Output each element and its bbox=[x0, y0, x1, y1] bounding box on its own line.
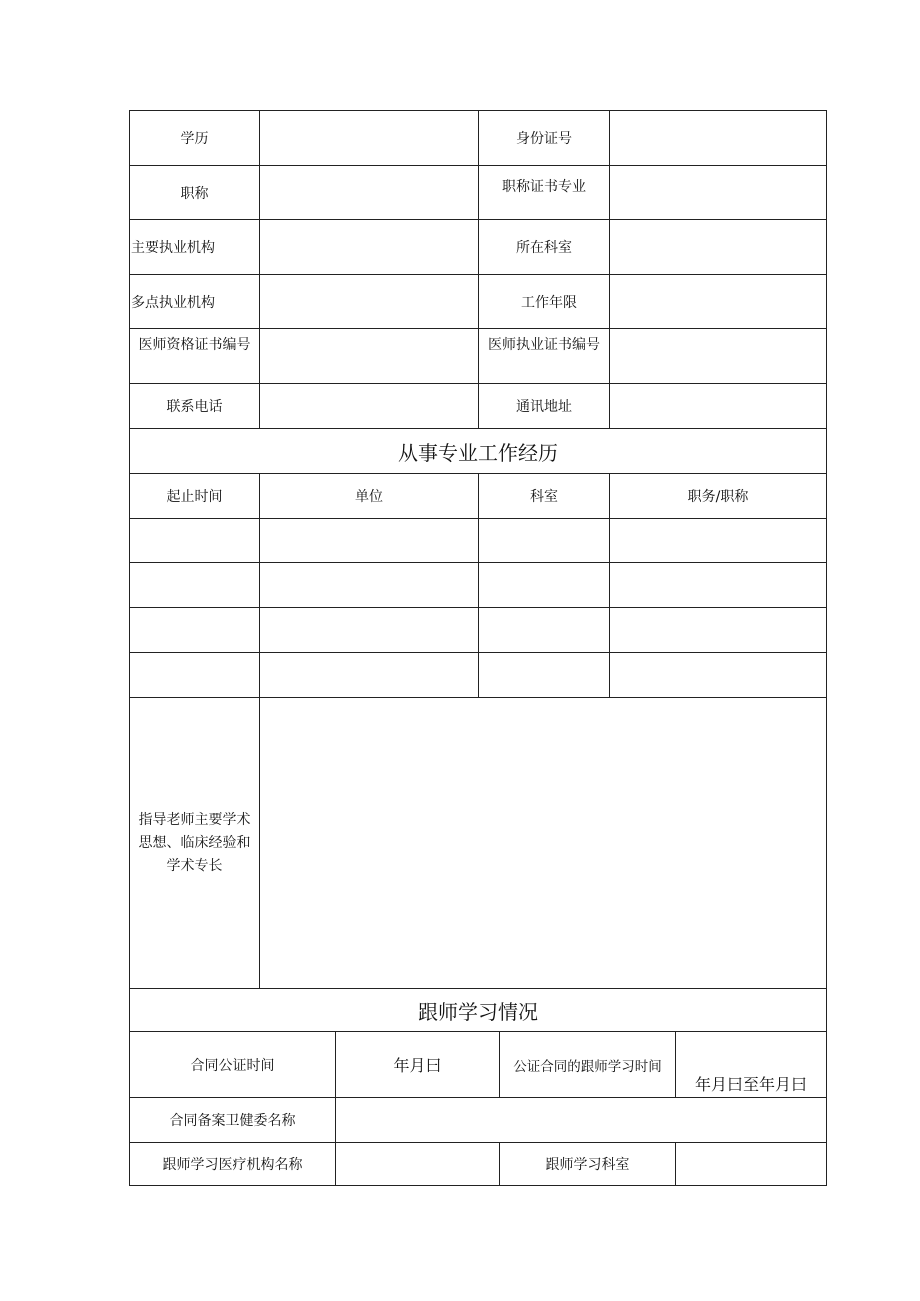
experience-cell-unit[interactable] bbox=[260, 653, 479, 698]
experience-cell-unit[interactable] bbox=[260, 608, 479, 653]
label-study-period: 公证合同的跟师学习时间 bbox=[500, 1032, 676, 1098]
label-study-institution: 跟师学习医疗机构名称 bbox=[130, 1143, 336, 1186]
col-header-position: 职务/职称 bbox=[610, 474, 827, 519]
experience-cell-period[interactable] bbox=[130, 653, 260, 698]
field-qualification-cert-no[interactable] bbox=[260, 329, 479, 384]
study-heading: 跟师学习情况 bbox=[130, 989, 827, 1032]
experience-cell-position[interactable] bbox=[610, 519, 827, 563]
label-qualification-cert-no: 医师资格证书编号 bbox=[130, 329, 260, 384]
label-address: 通讯地址 bbox=[479, 384, 610, 429]
label-mentor-expertise: 指导老师主要学术思想、临床经验和学术专长 bbox=[130, 698, 260, 989]
label-id-number: 身份证号 bbox=[479, 111, 610, 166]
field-phone[interactable] bbox=[260, 384, 479, 429]
experience-row bbox=[130, 563, 827, 608]
field-title-cert-major[interactable] bbox=[610, 166, 827, 220]
experience-cell-period[interactable] bbox=[130, 563, 260, 608]
application-form-table bbox=[129, 110, 827, 1186]
label-phone: 联系电话 bbox=[130, 384, 260, 429]
experience-cell-department[interactable] bbox=[479, 608, 610, 653]
label-title: 职称 bbox=[130, 166, 260, 220]
experience-cell-unit[interactable] bbox=[260, 563, 479, 608]
experience-cell-position[interactable] bbox=[610, 653, 827, 698]
label-commission-name: 合同备案卫健委名称 bbox=[130, 1098, 336, 1143]
experience-cell-period[interactable] bbox=[130, 608, 260, 653]
experience-cell-unit[interactable] bbox=[260, 519, 479, 563]
col-header-period: 起止时间 bbox=[130, 474, 260, 519]
field-study-department[interactable] bbox=[676, 1143, 827, 1186]
experience-row bbox=[130, 608, 827, 653]
col-header-unit: 单位 bbox=[260, 474, 479, 519]
field-work-years[interactable] bbox=[610, 275, 827, 329]
experience-cell-period[interactable] bbox=[130, 519, 260, 563]
field-department[interactable] bbox=[610, 220, 827, 275]
label-practice-cert-no: 医师执业证书编号 bbox=[479, 329, 610, 384]
field-mentor-expertise[interactable] bbox=[260, 698, 827, 989]
field-multi-institution[interactable] bbox=[260, 275, 479, 329]
label-contract-time: 合同公证时间 bbox=[130, 1032, 336, 1098]
field-contract-date[interactable]: 年月曰 bbox=[336, 1032, 500, 1098]
field-study-period[interactable]: 年月曰至年月曰 bbox=[676, 1032, 827, 1098]
label-department: 所在科室 bbox=[479, 220, 610, 275]
field-id-number[interactable] bbox=[610, 111, 827, 166]
experience-cell-position[interactable] bbox=[610, 563, 827, 608]
label-multi-institution: 多点执业机构 bbox=[130, 275, 260, 329]
field-study-institution[interactable] bbox=[336, 1143, 500, 1186]
experience-row bbox=[130, 519, 827, 563]
field-commission-name[interactable] bbox=[336, 1098, 827, 1143]
label-study-department: 跟师学习科室 bbox=[500, 1143, 676, 1186]
label-title-cert-major: 职称证书专业 bbox=[479, 166, 610, 220]
field-education[interactable] bbox=[260, 111, 479, 166]
label-main-institution: 主要执业机构 bbox=[130, 220, 260, 275]
experience-row bbox=[130, 653, 827, 698]
field-main-institution[interactable] bbox=[260, 220, 479, 275]
field-practice-cert-no[interactable] bbox=[610, 329, 827, 384]
experience-cell-department[interactable] bbox=[479, 563, 610, 608]
experience-heading: 从事专业工作经历 bbox=[130, 429, 827, 474]
experience-cell-department[interactable] bbox=[479, 519, 610, 563]
experience-cell-department[interactable] bbox=[479, 653, 610, 698]
label-education: 学历 bbox=[130, 111, 260, 166]
label-work-years: 工作年限 bbox=[479, 275, 610, 329]
col-header-department: 科室 bbox=[479, 474, 610, 519]
field-address[interactable] bbox=[610, 384, 827, 429]
field-title[interactable] bbox=[260, 166, 479, 220]
experience-cell-position[interactable] bbox=[610, 608, 827, 653]
